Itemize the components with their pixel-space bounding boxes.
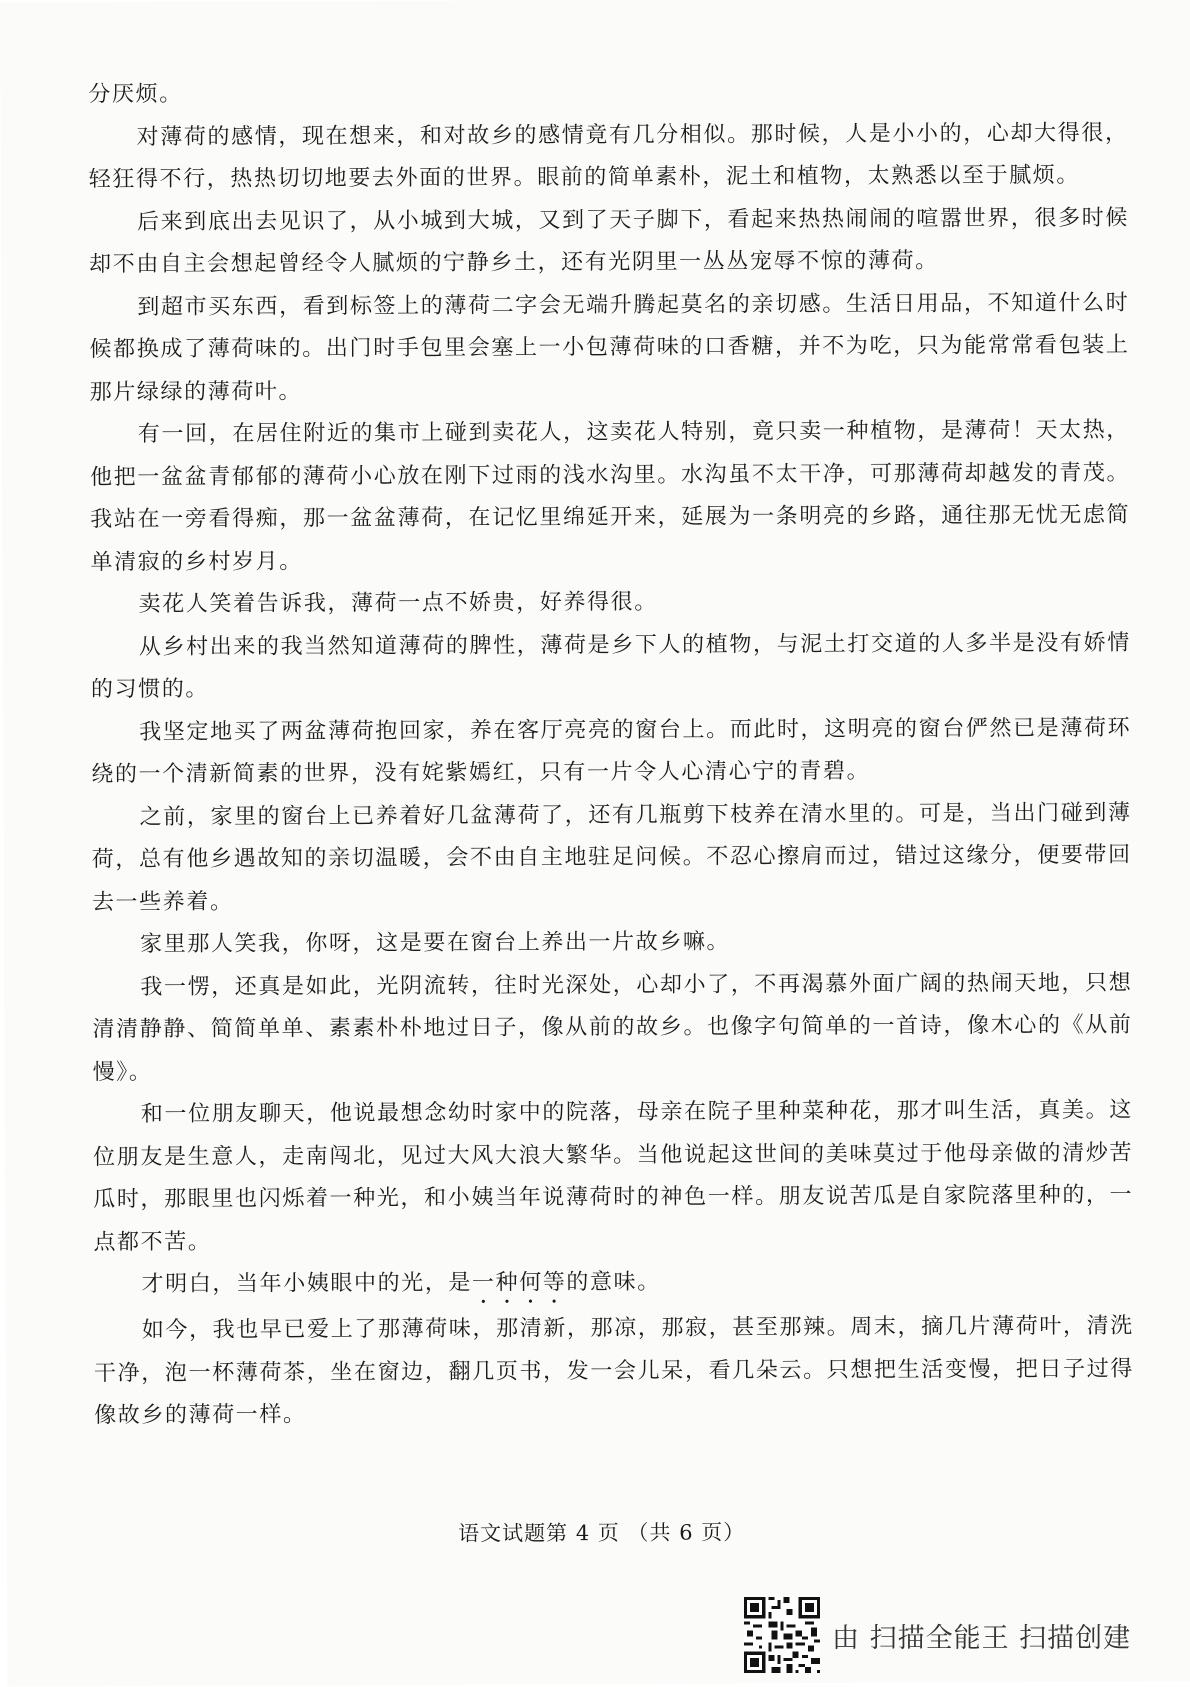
paragraph-3: 后来到底出去见识了，从小城到大城，又到了天子脚下，看起来热热闹闹的喧嚣世界，很多时候却不由自主会想起曾经令人腻烦的宁静乡土，还有光阴里一丛丛宠辱不惊的薄荷。 (89, 205, 1130, 278)
emphasis-after: 的意味。 (566, 1269, 661, 1296)
page-footer: 语文试题第 4 页 （共 6 页） (458, 1520, 746, 1546)
scanner-credit: 由 扫描全能王 扫描创建 (832, 1623, 1132, 1654)
paragraph-1: 分厌烦。 (88, 81, 183, 108)
paragraph-4: 到超市买东西，看到标签上的薄荷二字会无端升腾起莫名的亲切感。生活日用品，不知道什么时候都换成了薄荷味的。出门时手包里会塞上一小包薄荷味的口香糖，并不为吃，只为能常常看包装上那片绿绿的薄荷叶。 (89, 290, 1130, 405)
paragraph-11: 我一愣，还真是如此，光阴流转，往时光深处，心却小了，不再渴慕外面广阔的热闹天地，只想清清静静、简简单单、素素朴朴地过日子，像从前的故乡。也像字句简单的一首诗，像木心的《从前慢》。 (92, 970, 1133, 1085)
qr-code-icon (744, 1597, 820, 1673)
paragraph-10: 家里那人笑我，你呀，这是要在窗台上养出一片故乡嘛。 (140, 929, 731, 957)
paragraph-9: 之前，家里的窗台上已养着好几盆薄荷了，还有几瓶剪下枝养在清水里的。可是，当出门碰到薄荷，总有他乡遇故知的亲切温暖，会不由自主地驻足问候。不忍心擦肩而过，错过这缘分，便要带回去一些养着。 (91, 800, 1132, 915)
paragraph-6: 卖花人笑着告诉我，薄荷一点不娇贵，好养得很。 (138, 589, 658, 617)
paragraph-emphasis (94, 1260, 1134, 1311)
paragraph-8: 我坚定地买了两盆薄荷抱回家，养在客厅亮亮的窗台上。而此时，这明亮的窗台俨然已是薄荷环绕的一个清新简素的世界，没有姹紫嫣红，只有一片令人心清心宁的青碧。 (91, 715, 1132, 788)
paragraph-2: 对薄荷的感情，现在想来，和对故乡的感情竟有几分相似。那时候，人是小小的，心却大得很，轻狂得不行，热热切切地要去外面的世界。眼前的简单素朴，泥土和植物，太熟悉以至于腻烦。 (88, 120, 1129, 193)
paragraph-7: 从乡村出来的我当然知道薄荷的脾性，薄荷是乡下人的植物，与泥土打交道的人多半是没有娇情的习惯的。 (90, 630, 1131, 703)
paragraph-closing: 如今，我也早已爱上了那薄荷味，那清新，那凉，那寂，甚至那辣。周末，摘几片薄荷叶，清洗干净，泡一杯薄荷茶，坐在窗边，翻几页书，发一会儿呆，看几朵云。只想把生活变慢，把日子过得像故乡的薄荷一样。 (93, 1313, 1135, 1429)
paragraph-12: 和一位朋友聊天，他说最想念幼时家中的院落，母亲在院子里种菜种花，那才叫生活，真美。这位朋友是生意人，走南闯北，见过大风大浪大繁华。当他说起这世间的美味莫过于他母亲做的清炒苦瓜时，那眼里也闪烁着一种光，和小姨当年说薄荷时的神色一样。朋友说苦瓜是自家院落里种的，一点都不苦。 (92, 1097, 1134, 1255)
paragraph-5: 有一回，在居住附近的集市上碰到卖花人，这卖花人特别，竟只卖一种植物，是薄荷！天太热，他把一盆盆青郁郁的薄荷小心放在刚下过雨的浅水沟里。水沟虽不太干净，可那薄荷却越发的青茂。我站在一旁看得痴，那一盆盆薄荷，在记忆里绵延开来，延展为一条明亮的乡路，通往那无忧无虑简单清寂的乡村岁月。 (90, 417, 1131, 575)
emphasized-phrase: 一种何等 (471, 1270, 567, 1296)
article-body (88, 70, 1134, 1438)
emphasis-before: 才明白，当年小姨眼中的光，是 (141, 1270, 473, 1297)
